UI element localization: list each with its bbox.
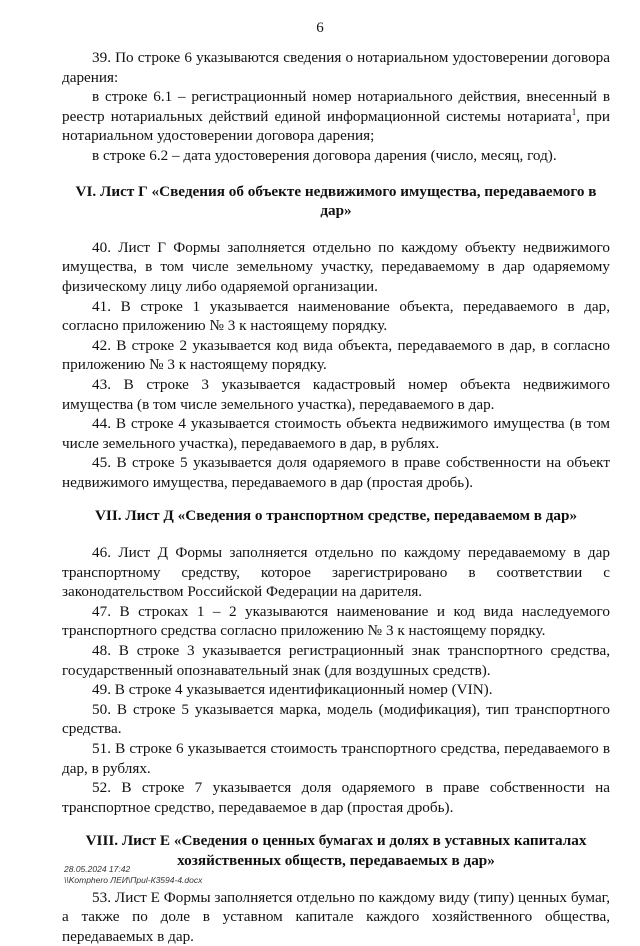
paragraph: 39. По строке 6 указываются сведения о нотариальном удостоверении договора дарения: — [62, 49, 610, 86]
footnote-marker: 1 — [571, 106, 577, 117]
footer-meta — [64, 864, 202, 886]
paragraph: 45. В строке 5 указывается доля одаряемого в праве собственности на объект недвижимого имущества, передаваемого в дар (простая дробь). — [62, 454, 610, 491]
document-body — [62, 48, 610, 946]
paragraph: 40. Лист Г Формы заполняется отдельно по каждому объекту недвижимого имущества, в том числе земельному участку, передаваемому в дар одаряемому физическому лицу либо одаряемой организации. — [62, 238, 610, 295]
section-heading: VI. Лист Г «Сведения об объекте недвижимого имущества, передаваемого в дар» — [75, 182, 597, 220]
paragraph: 46. Лист Д Формы заполняется отдельно по каждому передаваемому в дар транспортному средству, которое зарегистрировано в соответствии с законодательством Российской Федерации на дарителя. — [62, 544, 610, 601]
paragraph: 49. В строке 4 указывается идентификационный номер (VIN). — [92, 681, 493, 699]
section-heading: VII. Лист Д «Сведения о транспортном средстве, передаваемом в дар» — [94, 507, 578, 525]
paragraph: 42. В строке 2 указывается код вида объекта, передаваемого в дар, в согласно приложению № 3 к настоящему порядку. — [62, 336, 610, 374]
footer-timestamp: 28.05.2024 17:42 — [64, 864, 131, 874]
paragraph: 51. В строке 6 указывается стоимость транспортного средства, передаваемого в дар, в рублях. — [62, 740, 610, 777]
paragraph: 53. Лист Е Формы заполняется отдельно по каждому виду (типу) ценных бумаг, а также по доле в уставном капитале каждого хозяйственного общества, передаваемых в дар. — [62, 888, 610, 945]
paragraph: 47. В строках 1 – 2 указываются наименование и код вида наследуемого транспортного средства согласно приложению № 3 к настоящему порядку. — [62, 602, 610, 640]
paragraph: 50. В строке 5 указывается марка, модель (модификация), тип транспортного средства. — [62, 700, 610, 738]
page-number: 6 — [316, 20, 324, 36]
paragraph: 43. В строке 3 указывается кадастровый номер объекта недвижимого имущества (в том числе земельного участка), передаваемого в дар. — [62, 375, 610, 413]
footer-filepath: \\Komphero ЛЕИ\Приl-К3594-4.docx — [64, 875, 203, 885]
paragraph: в строке 6.2 – дата удостоверения договора дарения (число, месяц, год). — [92, 146, 557, 164]
paragraph: 41. В строке 1 указывается наименование объекта, передаваемого в дар, согласно приложению № 3 к настоящему порядку. — [62, 297, 610, 335]
section-heading: VIII. Лист Е «Сведения о ценных бумагах и долях в уставных капиталах хозяйственных обществ, передаваемых в дар» — [85, 832, 587, 869]
paragraph: 52. В строке 7 указывается доля одаряемого в праве собственности на транспортное средство, передаваемое в дар (простая дробь). — [62, 779, 610, 816]
paragraph: в строке 6.1 – регистрационный номер нотариального действия, внесенный в реестр нотариальных действий единой информационной системы нотариата$^1$, при нотариальном удостоверении договора дарения; — [62, 88, 610, 145]
paragraph: 44. В строке 4 указывается стоимость объекта недвижимого имущества (в том числе земельного участка), передаваемого в дар, в рублях. — [62, 415, 610, 452]
paragraph: 48. В строке 3 указывается регистрационный знак транспортного средства, государственный опознавательный знак (для воздушных средств). — [62, 642, 610, 679]
